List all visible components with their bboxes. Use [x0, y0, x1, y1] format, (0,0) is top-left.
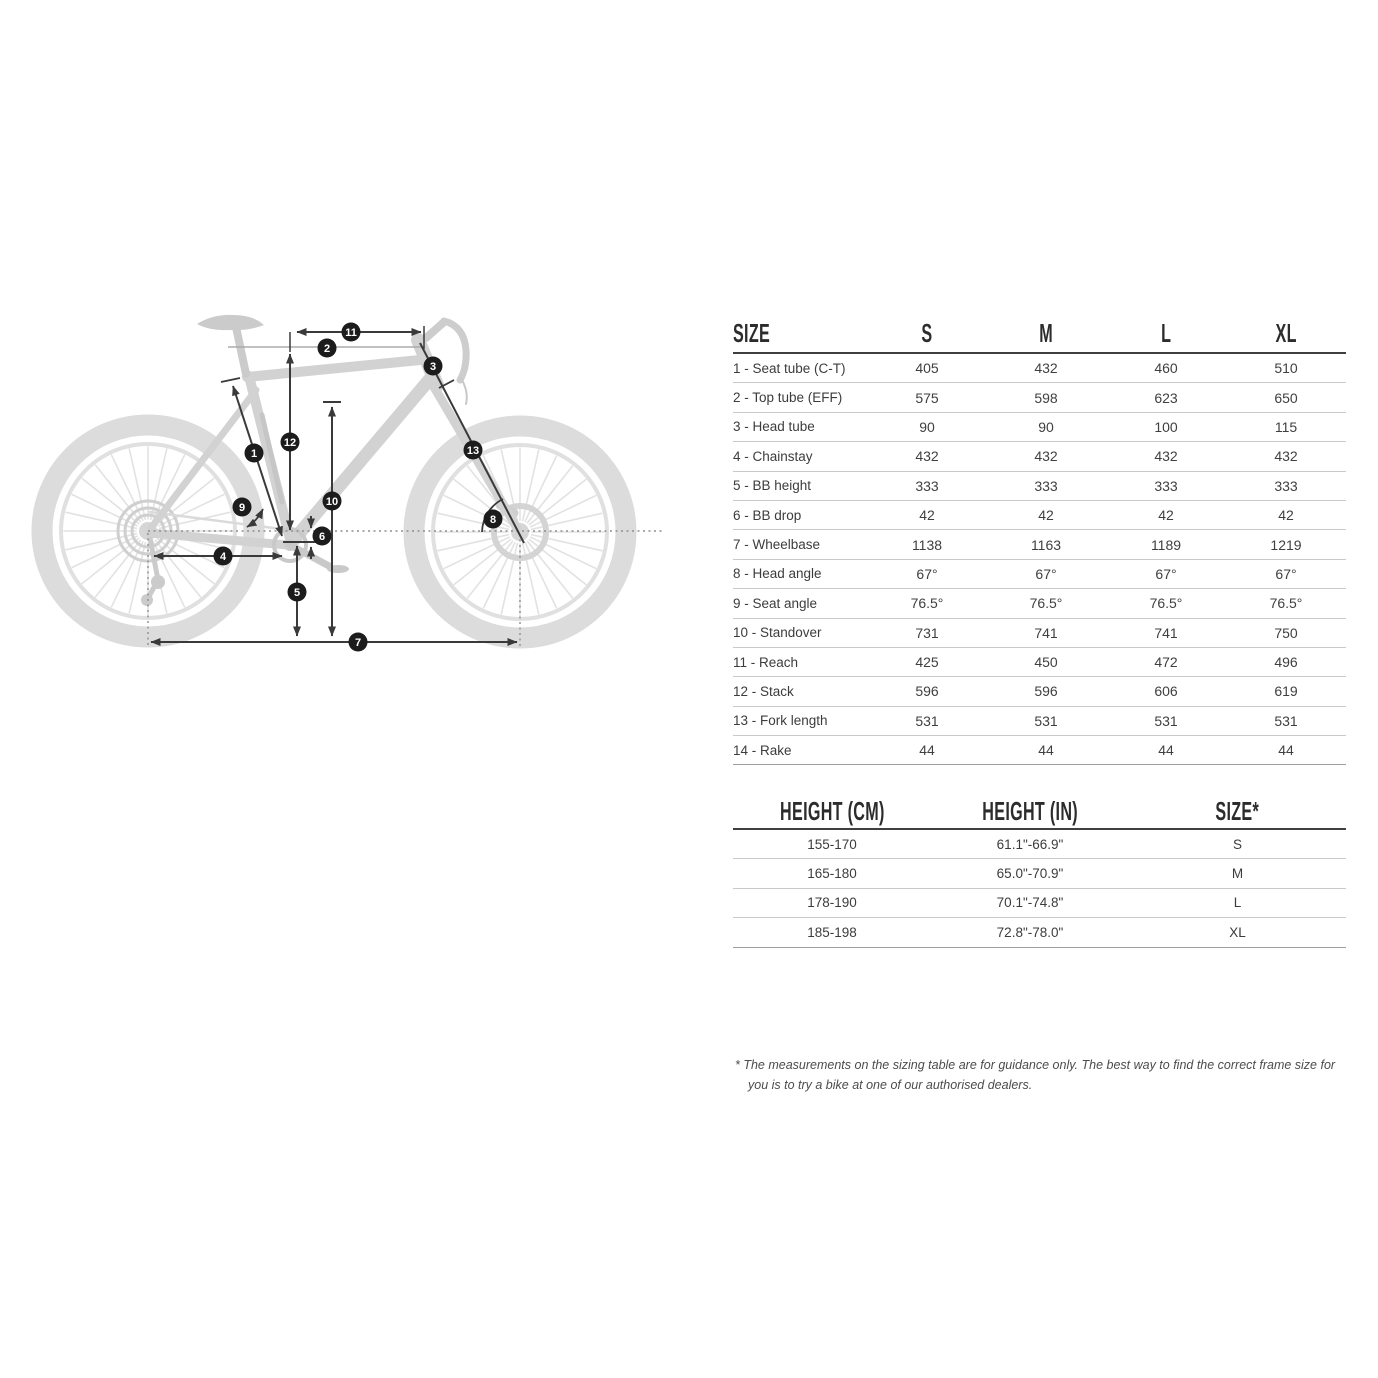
- geometry-value: 100: [1154, 418, 1178, 435]
- geometry-value: 432: [1274, 448, 1298, 465]
- geometry-row: [733, 413, 1346, 442]
- geometry-row: [733, 383, 1346, 412]
- geometry-value: 531: [1274, 712, 1298, 729]
- geometry-row: [733, 619, 1346, 648]
- geometry-value: 432: [915, 448, 939, 465]
- geometry-value: 1219: [1270, 536, 1302, 553]
- geometry-value: 619: [1274, 683, 1298, 700]
- geometry-value: 472: [1154, 654, 1178, 671]
- stem: [426, 322, 444, 338]
- sizing-value: 65.0"-70.9": [996, 866, 1064, 882]
- geometry-table-body: [733, 354, 1346, 765]
- svg-text:8: 8: [489, 513, 497, 526]
- chainstay-tube: [150, 533, 287, 545]
- geometry-row-label: 6 - BB drop: [733, 507, 802, 523]
- top-tube: [247, 360, 420, 377]
- geometry-value: 333: [1034, 477, 1058, 494]
- geometry-row: [733, 354, 1346, 383]
- geometry-value: 405: [915, 360, 939, 377]
- geometry-row-label: 14 - Rake: [733, 742, 792, 758]
- geometry-row: [733, 648, 1346, 677]
- svg-text:10: 10: [325, 495, 339, 508]
- sizing-value: M: [1231, 866, 1244, 882]
- geometry-row: [733, 736, 1346, 765]
- geometry-value: 76.5°: [1269, 595, 1303, 612]
- geometry-row: [733, 589, 1346, 618]
- geometry-value: 425: [915, 654, 939, 671]
- geometry-value: 750: [1274, 624, 1298, 641]
- dimension-marker-2: [318, 339, 337, 358]
- geometry-value: 42: [1038, 507, 1054, 524]
- svg-text:4: 4: [219, 550, 227, 563]
- sizing-header: HEIGHT (IN): [982, 796, 1078, 826]
- geometry-value: 510: [1274, 360, 1298, 377]
- geometry-value: 44: [1158, 742, 1174, 759]
- dimension-marker-10: [323, 492, 342, 511]
- geometry-value: 76.5°: [1029, 595, 1063, 612]
- geometry-row-label: 4 - Chainstay: [733, 448, 813, 464]
- pedal: [327, 565, 349, 573]
- svg-text:6: 6: [318, 530, 326, 543]
- svg-text:1: 1: [250, 447, 258, 460]
- geometry-row: [733, 472, 1346, 501]
- sizing-value: 185-198: [807, 924, 857, 940]
- geometry-size-header-xl: XL: [1275, 318, 1297, 348]
- sizing-value: 155-170: [807, 836, 857, 852]
- sizing-table-body: [733, 830, 1346, 948]
- geometry-value: 333: [1274, 477, 1298, 494]
- dimension-marker-6: [313, 527, 332, 546]
- geometry-size-header-l: L: [1160, 318, 1172, 348]
- geometry-row-label: 8 - Head angle: [733, 566, 822, 582]
- geometry-value: 623: [1154, 389, 1178, 406]
- sizing-row: [733, 918, 1346, 947]
- geometry-row: [733, 677, 1346, 706]
- sizing-row: [733, 889, 1346, 918]
- sizing-header: HEIGHT (CM): [779, 796, 885, 826]
- sizing-value: XL: [1229, 924, 1246, 940]
- sizing-table: [733, 795, 1346, 948]
- geometry-value: 67°: [1035, 565, 1057, 582]
- sizing-value: 178-190: [807, 895, 857, 911]
- geometry-value: 90: [1038, 418, 1054, 435]
- svg-text:13: 13: [466, 444, 480, 457]
- geometry-value: 333: [915, 477, 939, 494]
- geometry-row-label: 7 - Wheelbase: [733, 537, 821, 553]
- geometry-row: [733, 707, 1346, 736]
- geometry-value: 450: [1034, 654, 1058, 671]
- geometry-value: 596: [1034, 683, 1058, 700]
- geometry-value: 67°: [1275, 565, 1297, 582]
- seatpost: [236, 327, 246, 374]
- geometry-value: 42: [919, 507, 935, 524]
- dimension-marker-7: [349, 633, 368, 652]
- geometry-value: 67°: [916, 565, 938, 582]
- sizing-value: 165-180: [807, 866, 857, 882]
- svg-text:11: 11: [345, 326, 357, 339]
- geometry-value: 44: [1038, 742, 1054, 759]
- dimension-marker-9: [233, 498, 252, 517]
- geometry-row: [733, 560, 1346, 589]
- geometry-value: 741: [1154, 624, 1178, 641]
- crank-arm: [290, 545, 329, 566]
- handlebar: [444, 321, 466, 380]
- sizing-value: L: [1233, 895, 1242, 911]
- svg-text:2: 2: [323, 342, 331, 355]
- geometry-value: 606: [1154, 683, 1178, 700]
- geometry-value: 460: [1154, 360, 1178, 377]
- saddle: [197, 315, 264, 330]
- geometry-value: 496: [1274, 654, 1298, 671]
- geometry-row: [733, 501, 1346, 530]
- geometry-value: 432: [1154, 448, 1178, 465]
- geometry-value: 44: [919, 742, 935, 759]
- geometry-row-label: 2 - Top tube (EFF): [733, 390, 843, 406]
- geometry-row: [733, 442, 1346, 471]
- geometry-row-label: 1 - Seat tube (C-T): [733, 360, 846, 376]
- geometry-value: 76.5°: [1149, 595, 1183, 612]
- geometry-value: 1163: [1030, 536, 1062, 553]
- derailleur-pulley: [151, 575, 165, 589]
- geometry-value: 333: [1154, 477, 1178, 494]
- dimension-marker-1: [245, 444, 264, 463]
- sizing-value: S: [1232, 836, 1242, 852]
- geometry-value: 432: [1034, 448, 1058, 465]
- geometry-value: 44: [1278, 742, 1294, 759]
- derailleur-pulley: [141, 594, 153, 606]
- sizing-value: 61.1"-66.9": [996, 836, 1064, 852]
- geometry-value: 531: [1034, 712, 1058, 729]
- geometry-row-label: 5 - BB height: [733, 478, 812, 494]
- geometry-value: 650: [1274, 389, 1298, 406]
- geometry-corner-label: SIZE: [733, 318, 771, 348]
- geometry-value: 432: [1034, 360, 1058, 377]
- geometry-row: [733, 530, 1346, 559]
- sizing-value: 72.8"-78.0": [996, 924, 1064, 940]
- dimension-marker-4: [214, 547, 233, 566]
- dimension-marker-13: [464, 441, 483, 460]
- geometry-size-header-m: M: [1039, 318, 1053, 348]
- geometry-value: 531: [1154, 712, 1178, 729]
- geometry-value: 42: [1158, 507, 1174, 524]
- geometry-row-label: 12 - Stack: [733, 683, 794, 699]
- bike-silhouette: [42, 315, 626, 638]
- geometry-value: 596: [915, 683, 939, 700]
- geometry-row-label: 11 - Reach: [733, 654, 799, 670]
- geometry-corner-header: [733, 318, 868, 349]
- svg-text:9: 9: [238, 501, 246, 514]
- geometry-table-header: [733, 315, 1346, 354]
- svg-text:5: 5: [293, 586, 301, 599]
- bike-geometry-diagram: [0, 280, 730, 710]
- geometry-value: 76.5°: [910, 595, 944, 612]
- dimension-marker-11: [342, 323, 361, 342]
- sizing-header: SIZE*: [1215, 796, 1260, 826]
- sizing-table-header: [733, 795, 1346, 830]
- geometry-row-label: 10 - Standover: [733, 625, 822, 641]
- sizing-row: [733, 830, 1346, 859]
- dimension-marker-5: [288, 583, 307, 602]
- geometry-value: 598: [1034, 389, 1058, 406]
- geometry-value: 90: [919, 418, 935, 435]
- svg-text:3: 3: [429, 360, 437, 373]
- geometry-value: 42: [1278, 507, 1294, 524]
- dimension-marker-8: [484, 510, 503, 529]
- geometry-value: 531: [915, 712, 939, 729]
- geometry-value: 575: [915, 389, 939, 406]
- geometry-row-label: 9 - Seat angle: [733, 595, 818, 611]
- geometry-value: 115: [1274, 418, 1298, 435]
- dimension-marker-3: [424, 357, 443, 376]
- svg-text:12: 12: [283, 436, 297, 449]
- dimension-marker-12: [281, 433, 300, 452]
- geometry-row-label: 13 - Fork length: [733, 713, 828, 729]
- svg-text:7: 7: [354, 636, 362, 649]
- geometry-table: [733, 315, 1346, 765]
- geometry-row-label: 3 - Head tube: [733, 419, 815, 435]
- geometry-value: 741: [1034, 624, 1058, 641]
- seat-tube-top-tick: [221, 378, 240, 382]
- geometry-value: 731: [915, 624, 939, 641]
- sizing-row: [733, 859, 1346, 888]
- geometry-value: 1138: [911, 536, 943, 553]
- geometry-value: 67°: [1155, 565, 1177, 582]
- sizing-value: 70.1"-74.8": [996, 895, 1064, 911]
- geometry-value: 1189: [1150, 536, 1182, 553]
- geometry-size-header-s: S: [921, 318, 933, 348]
- sizing-footnote: * The measurements on the sizing table are for guidance only. The best way to find the correct frame size for you is to try a bike at one of our authorised dealers.: [735, 1057, 1336, 1092]
